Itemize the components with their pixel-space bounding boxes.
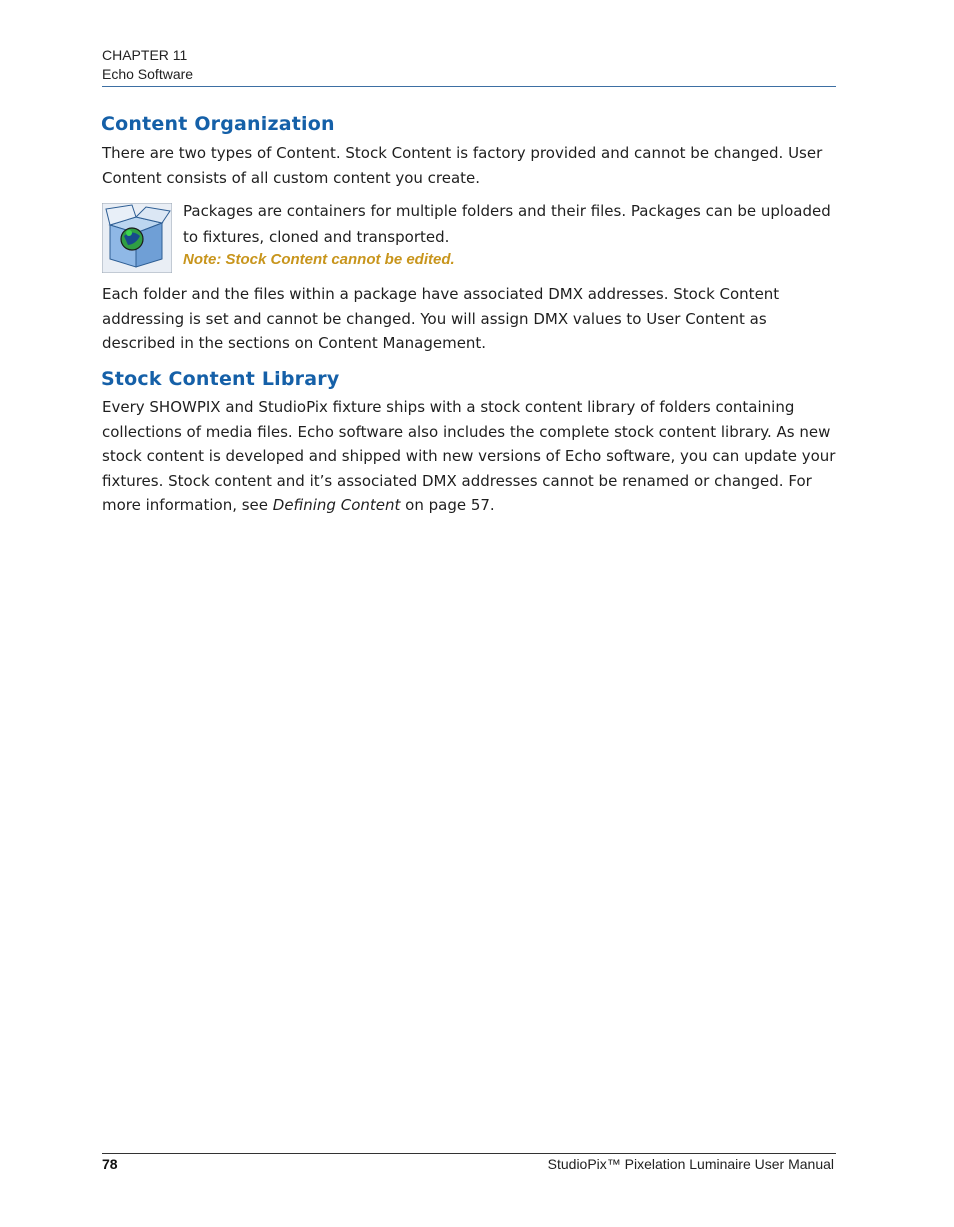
stock-library-text: Every SHOWPIX and StudioPix fixture ships with a stock content library of folders containing collections of media files. Echo software also includes the complete stock content library. As new stock content is developed and shipped with new versions of Echo software, you can update your fixtures. Stock content and it’s associated DMX addresses cannot be renamed or changed. For more information, see [102,398,836,515]
running-header [102,46,193,84]
package-box-icon [102,203,172,273]
note-body: Packages are containers for multiple folders and their files. Packages can be uploaded to fixtures, cloned and transported. [183,202,831,246]
chapter-label: CHAPTER 11 [102,47,188,63]
note-label: Note: Stock Content cannot be edited. [183,251,455,268]
intro-paragraph: There are two types of Content. Stock Content is factory provided and cannot be changed. User Content consists of all custom content you create. [102,144,823,187]
stock-library-paragraph [102,395,842,518]
header-divider [102,86,836,87]
manual-title: StudioPix™ Pixelation Luminaire User Manual [547,1156,834,1172]
heading-content-organization: Content Organization [101,113,335,135]
page-number: 78 [102,1156,118,1172]
stock-library-text-end: on page 57. [400,496,495,515]
dmx-addressing-paragraph: Each folder and the files within a package have associated DMX addresses. Stock Content addressing is set and cannot be changed. You will assign DMX values to User Content as described in the sections on Content Management. [102,285,780,353]
heading-stock-content-library: Stock Content Library [101,368,340,390]
footer-divider [102,1153,836,1154]
chapter-title: Echo Software [102,66,194,82]
defining-content-link[interactable]: Defining Content [272,496,401,515]
